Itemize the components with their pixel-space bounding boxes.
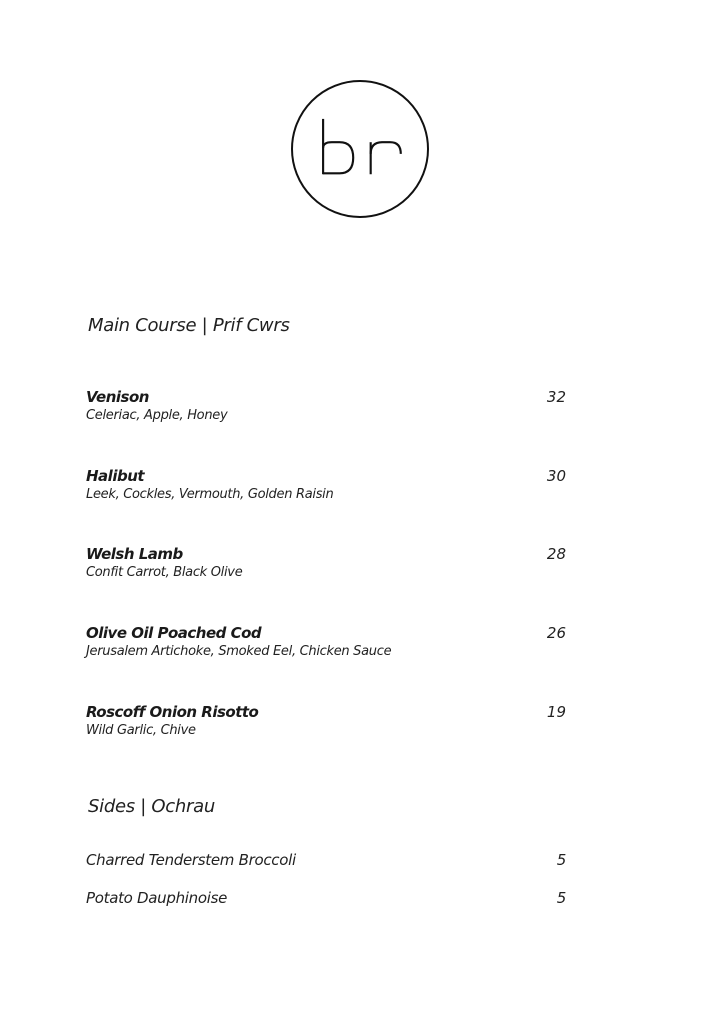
side-item-name: Charred Tenderstem Broccoli [86,851,296,869]
side-item-price: 5 [556,889,566,907]
menu-item-price: 19 [546,703,566,721]
menu-item-description: Celeriac, Apple, Honey [86,408,228,423]
restaurant-logo [291,80,429,218]
menu-item-description: Jerusalem Artichoke, Smoked Eel, Chicken Sauce [86,644,392,659]
br-logo-mark [293,82,427,216]
menu-item-name: Venison [86,388,149,406]
menu-item-name: Roscoff Onion Risotto [86,703,259,721]
menu-item-cod [86,624,566,661]
menu-item-price: 26 [546,624,566,642]
menu-item-venison [86,388,566,425]
menu-item-name: Olive Oil Poached Cod [86,624,262,642]
menu-item-risotto [86,703,566,740]
sides-heading: Sides | Ochrau [88,796,215,817]
side-item-price: 5 [556,851,566,869]
side-item-name: Potato Dauphinoise [86,889,228,907]
menu-item-description: Confit Carrot, Black Olive [86,565,243,580]
menu-item-description: Wild Garlic, Chive [86,723,196,738]
side-item-dauphinoise [86,888,566,908]
menu-item-halibut [86,467,566,504]
menu-item-price: 32 [546,388,566,406]
side-item-broccoli [86,850,566,870]
menu-item-description: Leek, Cockles, Vermouth, Golden Raisin [86,487,334,502]
menu-item-price: 28 [546,545,566,563]
menu-item-price: 30 [546,467,566,485]
menu-item-welsh-lamb [86,545,566,582]
menu-item-name: Welsh Lamb [86,545,183,563]
main-course-heading: Main Course | Prif Cwrs [88,315,290,336]
menu-item-name: Halibut [86,467,145,485]
